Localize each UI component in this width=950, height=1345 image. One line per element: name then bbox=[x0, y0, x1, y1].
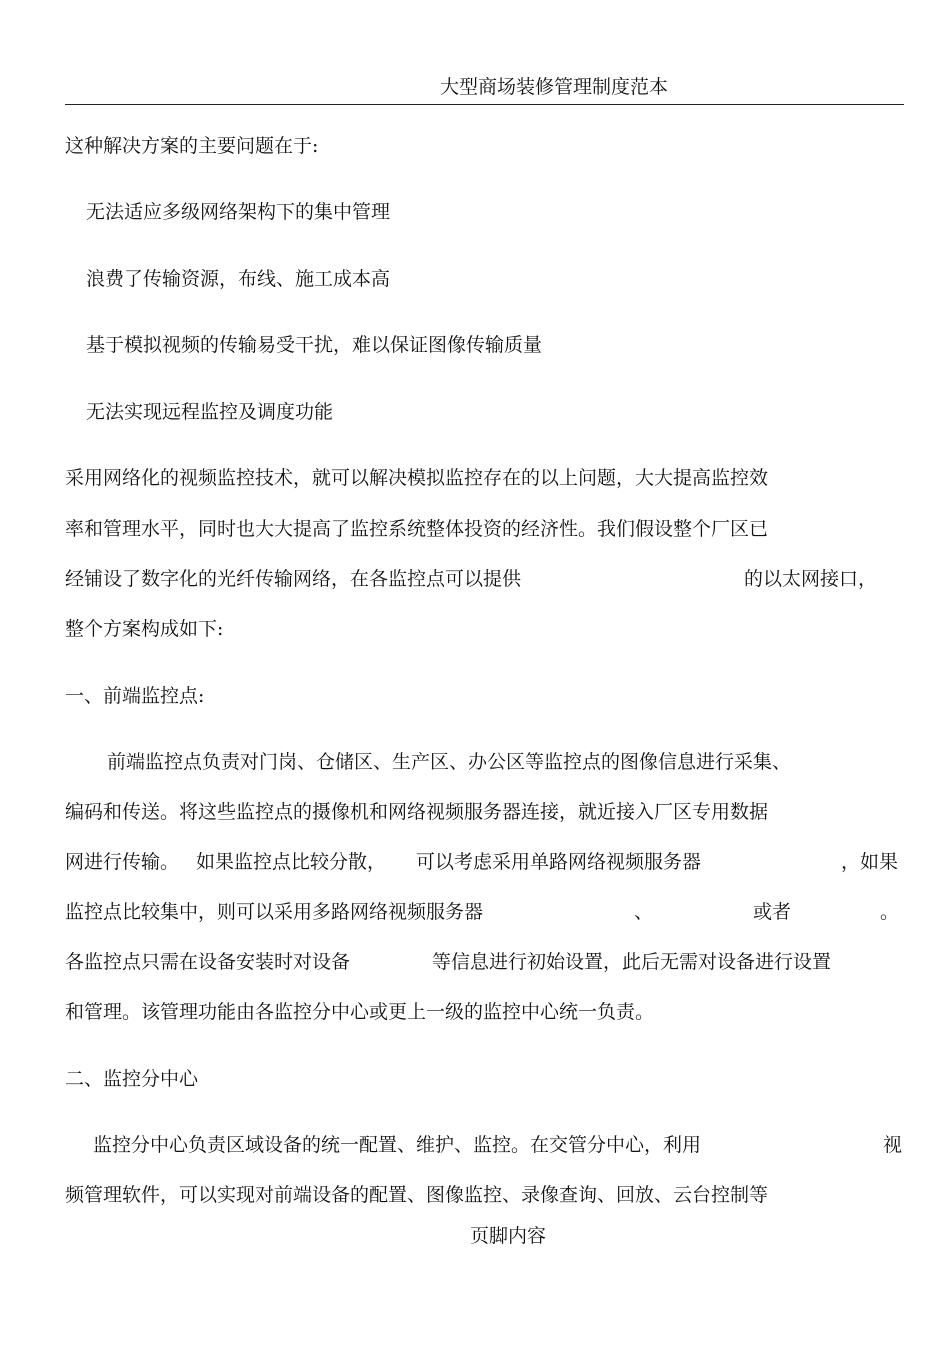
para2-line-4a: 监控点比较集中，则可以采用多路网络视频服务器 bbox=[65, 901, 484, 923]
intro-line: 这种解决方案的主要问题在于: bbox=[65, 135, 319, 157]
para3-line-1a: 监控分中心负责区域设备的统一配置、维护、监控。在交管分中心，利用 bbox=[93, 1134, 702, 1156]
problem-item-2: 浪费了传输资源，布线、施工成本高 bbox=[86, 268, 391, 290]
para2-line-2: 编码和传送。将这些监控点的摄像机和网络视频服务器连接，就近接入厂区专用数据 bbox=[65, 801, 769, 823]
para3-line-2: 频管理软件，可以实现对前端设备的配置、图像监控、录像查询、回放、云台控制等 bbox=[65, 1184, 769, 1206]
para1-line-4: 整个方案构成如下: bbox=[65, 618, 224, 640]
problem-item-4: 无法实现远程监控及调度功能 bbox=[86, 401, 334, 423]
para2-line-6: 和管理。该管理功能由各监控分中心或更上一级的监控中心统一负责。 bbox=[65, 1001, 655, 1023]
para2-line-3b: 如果监控点比较分散， bbox=[196, 851, 387, 873]
para1-line-2: 率和管理水平，同时也大大提高了监控系统整体投资的经济性。我们假设整个厂区已 bbox=[65, 518, 769, 540]
para2-line-4c: 或者 bbox=[753, 901, 792, 923]
para1-line-3a: 经铺设了数字化的光纤传输网络，在各监控点可以提供 bbox=[65, 568, 522, 590]
section1-title: 一、前端监控点: bbox=[65, 685, 205, 707]
header-rule bbox=[65, 104, 904, 105]
page-footer: 页脚内容 bbox=[470, 1225, 547, 1247]
para2-line-3d: ，如果 bbox=[841, 851, 899, 873]
para2-line-5a: 各监控点只需在设备安装时对设备 bbox=[65, 951, 351, 973]
section2-title: 二、监控分中心 bbox=[65, 1068, 199, 1090]
para1-line-3b: 的以太网接口， bbox=[744, 568, 878, 590]
para2-line-4b: 、 bbox=[634, 901, 654, 923]
para1-line-1: 采用网络化的视频监控技术，就可以解决模拟监控存在的以上问题，大大提高监控效 bbox=[65, 467, 769, 489]
problem-item-3: 基于模拟视频的传输易受干扰，难以保证图像传输质量 bbox=[86, 334, 543, 356]
para3-line-1b: 视 bbox=[883, 1134, 903, 1156]
para2-line-3a: 网进行传输。 bbox=[65, 851, 180, 873]
para2-line-4d: 。 bbox=[880, 901, 900, 923]
para2-line-3c: 可以考虑采用单路网络视频服务器 bbox=[416, 851, 702, 873]
problem-item-1: 无法适应多级网络架构下的集中管理 bbox=[86, 201, 391, 223]
para2-line-5b: 等信息进行初始设置，此后无需对设备进行设置 bbox=[432, 951, 832, 973]
para2-line-1: 前端监控点负责对门岗、仓储区、生产区、办公区等监控点的图像信息进行采集、 bbox=[107, 751, 792, 773]
page-header-title: 大型商场装修管理制度范本 bbox=[440, 76, 669, 98]
